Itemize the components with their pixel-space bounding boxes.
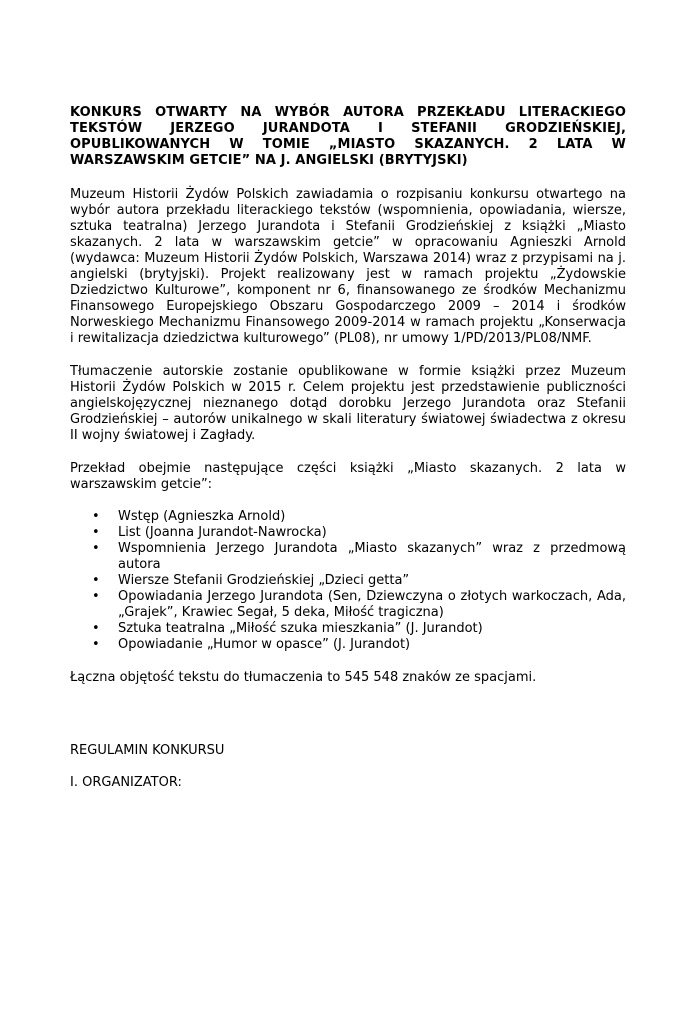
list-item-text: List (Joanna Jurandot-Nawrocka) — [118, 525, 327, 540]
publication-paragraph: Tłumaczenie autorskie zostanie opublikowane w formie książki przez Muzeum Historii Żydów Polskich w 2015 r. Celem projektu jest przedstawienie publiczności angielskojęzycznej nieznanego dotąd dorobku Jerzego Jurandota oraz Stefanii Grodzieńskiej – autorów unikalnego w skali literatury światowej świadectwa z okresu II wojny światowej i Zagłady. — [70, 364, 626, 443]
list-item-text: Sztuka teatralna „Miłość szuka mieszkania” (J. Jurandot) — [118, 621, 483, 636]
bullet-icon: • — [92, 541, 100, 556]
list-item — [92, 541, 626, 573]
list-item — [92, 509, 626, 525]
list-item — [92, 621, 626, 637]
vertical-spacer — [70, 703, 626, 743]
list-item — [92, 525, 626, 541]
bullet-icon: • — [92, 573, 100, 588]
bullet-icon: • — [92, 525, 100, 540]
list-item — [92, 573, 626, 589]
document-title: KONKURS OTWARTY NA WYBÓR AUTORA PRZEKŁADU LITERACKIEGO TEKSTÓW JERZEGO JURANDOTA I STEFANII GRODZIEŃSKIEJ, OPUBLIKOWANYCH W TOMIE „MIASTO SKAZANYCH. 2 LATA W WARSZAWSKIM GETCIE” NA J. ANGIELSKI (BRYTYJSKI) — [70, 105, 626, 168]
list-item-text: Opowiadania Jerzego Jurandota (Sen, Dziewczyna o złotych warkoczach, Ada, „Grajek”, Krawiec Segał, 5 deka, Miłość tragiczna) — [118, 589, 626, 620]
scope-paragraph: Przekład obejmie następujące części książki „Miasto skazanych. 2 lata w warszawskim getcie”: — [70, 461, 626, 492]
list-item-text: Wstęp (Agnieszka Arnold) — [118, 509, 286, 524]
bullet-icon: • — [92, 637, 100, 652]
organizer-heading: I. ORGANIZATOR: — [70, 775, 182, 790]
rules-heading: REGULAMIN KONKURSU — [70, 743, 225, 758]
intro-paragraph: Muzeum Historii Żydów Polskich zawiadamia o rozpisaniu konkursu otwartego na wybór autora przekładu literackiego tekstów (wspomnienia, opowiadania, wiersze, sztuka teatralna) Jerzego Jurandota i Stefanii Grodzieńskiej z książki „Miasto skazanych. 2 lata w warszawskim getcie” w opracowaniu Agnieszki Arnold (wydawca: Muzeum Historii Żydów Polskich, Warszawa 2014) wraz z przypisami na j. angielski (brytyjski). Projekt realizowany jest w ramach projektu „Żydowskie Dziedzictwo Kulturowe”, komponent nr 6, finansowanego ze środków Mechanizmu Finansowego Europejskiego Obszaru Gospodarczego 2009 – 2014 i środków Norweskiego Mechanizmu Finansowego 2009-2014 w ramach projektu „Konserwacja i rewitalizacja dziedzictwa kulturowego” (PL08), nr umowy 1/PD/2013/PL08/NMF. — [70, 187, 626, 346]
list-item — [92, 589, 626, 621]
list-item-text: Wspomnienia Jerzego Jurandota „Miasto skazanych” wraz z przedmową autora — [118, 541, 626, 572]
list-item-text: Opowiadanie „Humor w opasce” (J. Jurandot) — [118, 637, 411, 652]
list-item-text: Wiersze Stefanii Grodzieńskiej „Dzieci getta” — [118, 573, 410, 588]
book-parts-list — [70, 509, 626, 653]
vertical-spacer — [70, 759, 626, 775]
character-count-paragraph: Łączna objętość tekstu do tłumaczenia to 545 548 znaków ze spacjami. — [70, 670, 537, 685]
document-page — [70, 105, 626, 791]
list-item — [92, 637, 626, 653]
bullet-icon: • — [92, 589, 100, 604]
bullet-icon: • — [92, 509, 100, 524]
bullet-icon: • — [92, 621, 100, 636]
